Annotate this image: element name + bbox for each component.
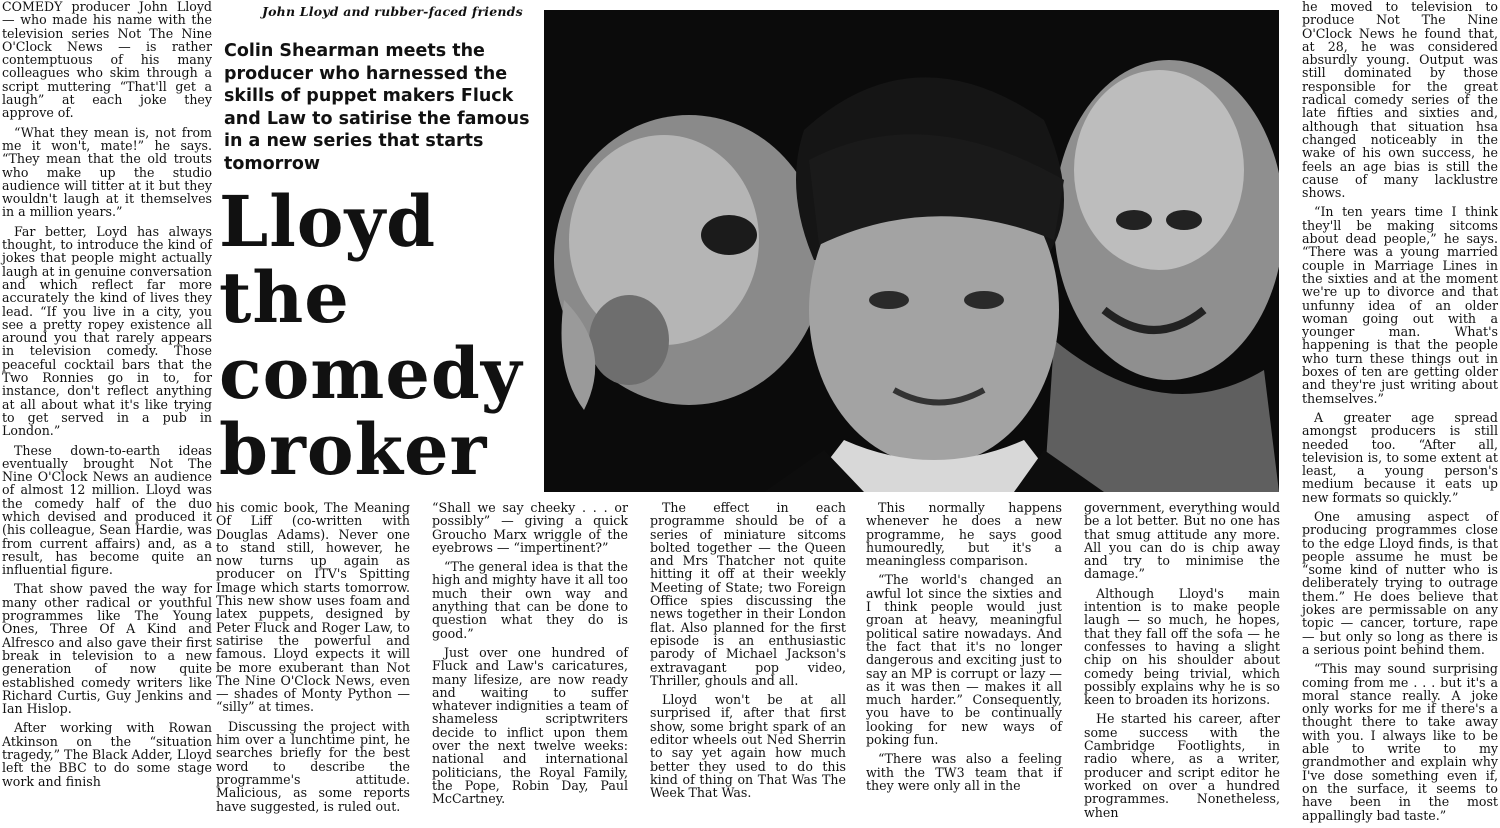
paragraph: “Shall we say cheeky . . . or possibly” — giving a quick Groucho Marx wriggle of the eyebrows — “impertinent?” [432,500,628,555]
text-column-6 [1084,501,1280,825]
text-column-4 [650,501,846,806]
paragraph: He started his career, after some success with the Cambridge Footlights, in radio where, as a writer, producer and script editor he worked on over a hundred programmes. Nonetheless, when [1084,711,1280,820]
standfirst: Colin Shearman meets the producer who harnessed the skills of puppet makers Fluck and Law to satirise the famous in a new series that starts tomorrow [224,41,530,174]
text-column-1 [2,0,212,794]
text-column-3 [432,501,628,812]
headline-line: broker [219,408,488,491]
paragraph: A greater age spread amongst producers is still needed too. “After all, television is, to some extent at least, a young person's medium because it eats up new formats so quickly.” [1302,409,1498,505]
paragraph: “This may sound surprising coming from me . . . but it's a moral stance really. A joke only works for me if there's a thought there to take away with you. I always like to be able to write to my grandmother and explain why I've dose something even if, on the surface, it seems to have been in the most appallingly bad taste.” [1302,661,1498,823]
headline [219,180,539,491]
paragraph: COMEDY producer John Lloyd — who made his name with the television series Not The Nine O'Clock News — is rather contemptuous of his many colleagues who skim through a script muttering “That'll get a laugh” at each joke they approve of. [2,0,212,121]
paragraph: These down-to-earth ideas eventually brought Not The Nine O'Clock News an audience of almost 12 million. Lloyd was the comedy half of the duo which devised and produced it (his colleague, Sean Hardie, was from current affairs) and, as a result, has become quite an influential figure. [2,442,212,578]
paragraph: “What they mean is, not from me it won't, mate!” he says. “They mean that the old trouts who make up the studio audience will titter at it but they wouldn't laugh at it themselves in a million years.” [2,124,212,220]
paragraph: Lloyd won't be at all surprised if, after that first show, some bright spark of an editor wheels out Ned Sherrin to say yet again how much better they used to do this kind of thing on That Was The Week That Was. [650,692,846,801]
paragraph: One amusing aspect of producing programmes close to the edge Lloyd finds, is that people assume he must be “some kind of nutter who is deliberately trying to outrage them.” He does believe that jokes are permissable on any topic — cancer, torture, rape — but only so long as there is a serious point behind them. [1302,508,1498,657]
paragraph: That show paved the way for many other radical or youthful programmes like The Young Ones, Three Of A Kind and Alfresco and also gave their first break in television to a new generation of now quite established comedy writers like Richard Curtis, Guy Jenkins and Ian Hislop. [2,581,212,717]
paragraph: Although Lloyd's main intention is to make people laugh — so much, he hopes, that they fall off the sofa — he confesses to having a slight chip on his shoulder about comedy being trivial, which possibly explains why he is so keen to broaden its horizons. [1084,585,1280,708]
paragraph: “The world's changed an awful lot since the sixties and I think people would just groan at heavy, meaningful political satire nowadays. And the fact that it's no longer dangerous and exciting just to say an MP is corrupt or lazy — as it was then — makes it all much harder.” Consequently, you have to be continually looking for new ways of poking fun. [866,572,1062,748]
paragraph: his comic book, The Meaning Of Liff (co-written with Douglas Adams). Never one to stand still, however, he now turns up again as producer on ITV's Spitting Image which starts tomorrow. This new show uses foam and latex puppets, designed by Peter Fluck and Roger Law, to satirise the powerful and famous. Lloyd expects it will be more exuberant than Not The Nine O'Clock News, even — shades of Monty Python — “silly” at times. [216,500,410,715]
headline-line: Lloyd [219,180,437,263]
headline-line: comedy [219,332,523,415]
caption: John Lloyd and rubber-faced friends [262,4,523,19]
paragraph: government, everything would be a lot better. But no one has that smug attitude any more. All you can do is chip away and try to minimise the damage.” [1084,500,1281,582]
paragraph: The effect in each programme should be of a series of miniature sitcoms bolted together — the Queen and Mrs Thatcher not quite hitting it off at their weekly Meeting of State; two Foreign Office spies discussing the news together in their London flat. Also planned for the first episode is an enthusiastic parody of Michael Jackson's extravagant pop video, Thriller, ghouls and all. [650,500,846,688]
paragraph: Far better, Loyd has always thought, to introduce the kind of jokes that people might actually laugh at in genuine conversation and which reflect far more accurately the kind of lives they lead. “If you live in a city, you see a pretty ropey existence all around you that rarely appears in television comedy. Those peaceful cocktail bars that the Two Ronnies go in to, for instance, don't reflect anything at all about what it's like trying to get served in a pub in London.” [2,223,212,439]
paragraph: Just over one hundred of Fluck and Law's caricatures, many lifesize, are now ready and waiting to suffer whatever indignities a team of shameless scriptwriters decide to inflict upon them over the next twelve weeks: national and international politicians, the Royal Family, the Pope, Robin Day, Paul McCartney. [432,644,628,807]
text-column-2 [216,501,410,819]
paragraph: After working with Rowan Atkinson on the “situation tragedy,” The Black Adder, Lloyd left the BBC to do some stage work and finish [2,720,212,789]
paragraph: Discussing the project with him over a lunchtime pint, he searches briefly for the best word to describe the programme's attitude. Malicious, as some reports have suggested, is ruled out. [216,718,410,814]
paragraph: This normally happens whenever he does a new programme, he says good humouredly, but it's a meaningless comparison. [866,500,1062,569]
paragraph: he moved to television to produce Not The Nine O'Clock News he found that, at 28, he was considered absurdly young. Output was still dominated by those responsible for the great radical comedy series of the late fifties and sixties and, although that situation hsa changed noticeably in the wake of his own success, he feels an age bias is still the cause of many lacklustre shows. [1302,0,1498,201]
text-column-7 [1302,0,1498,828]
headline-line: the [219,256,350,339]
text-column-5 [866,501,1062,798]
paragraph: “The general idea is that the high and mighty have it all too much their own way and anything that can be done to question what they do is good.” [432,559,628,641]
paragraph: “In ten years time I think they'll be making sitcoms about dead people,” he says. “There was a young married couple in Marriage Lines in the sixties and at the moment we're up to divorce and that unfunny idea of an older woman going out with a younger man. What's happening is that the people who turn these things out in boxes of ten are getting older and they're just writing about themselves.” [1302,204,1498,406]
paragraph: “There was also a feeling with the TW3 team that if they were only all in the [866,751,1062,793]
photo-puppets [544,10,1279,492]
